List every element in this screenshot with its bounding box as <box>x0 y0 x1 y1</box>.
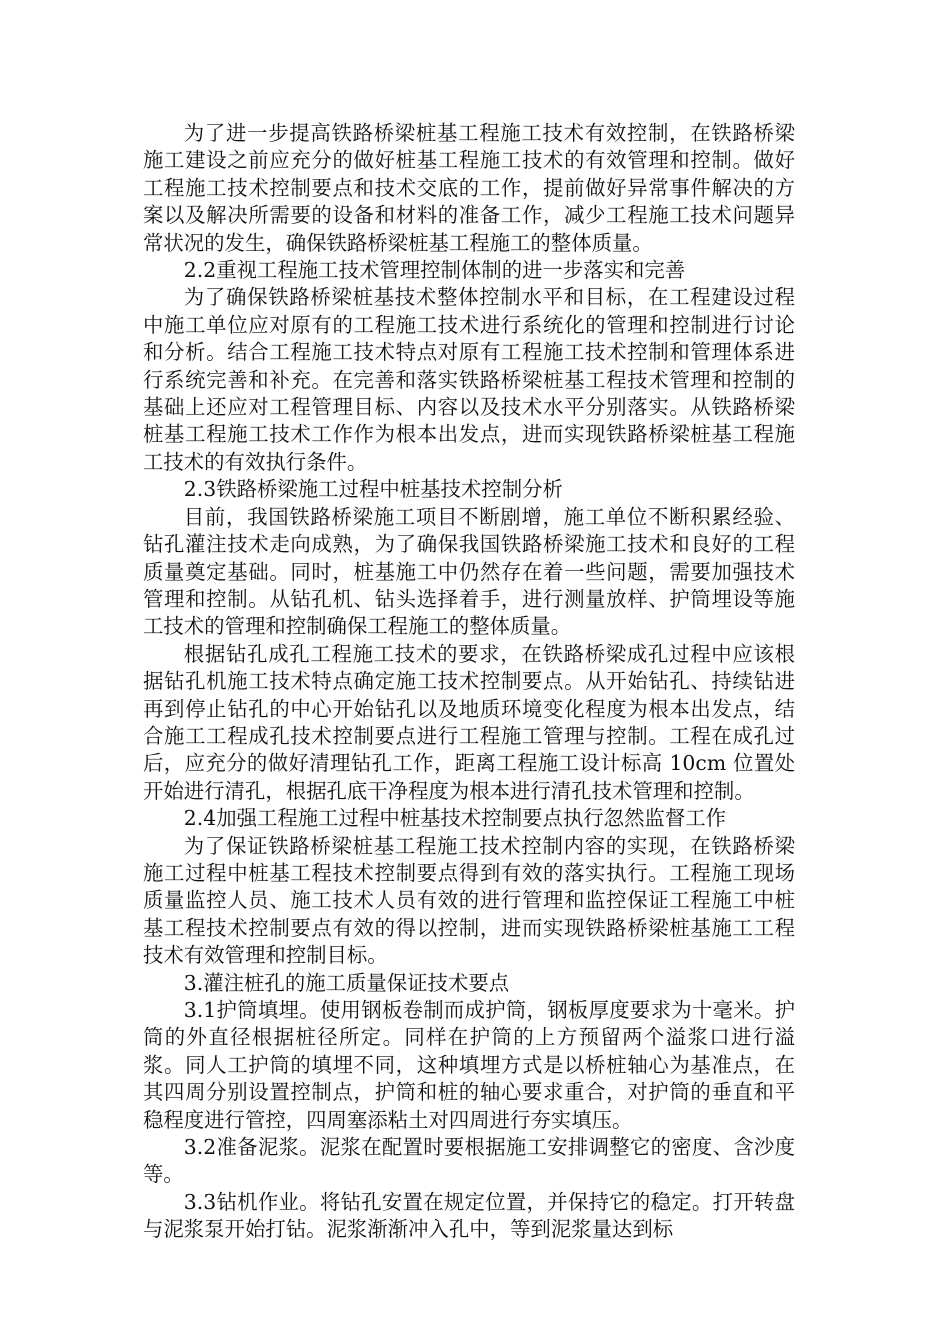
paragraph-2-2-body: 为了确保铁路桥梁桩基技术整体控制水平和目标，在工程建设过程中施工单位应对原有的工程施工技术进行系统化的管理和控制进行讨论和分析。结合工程施工技术特点对原有工程施工技术控制和管理体系进行系统完善和补充。在完善和落实铁路桥梁桩基工程技术管理和控制的基础上还应对工程管理目标、内容以及技术水平分别落实。从铁路桥梁桩基工程施工技术工作作为根本出发点，进而实现铁路桥梁桩基工程施工技术的有效执行条件。 <box>143 285 795 474</box>
paragraph-3-2: 3.2准备泥浆。泥浆在配置时要根据施工安排调整它的密度、含沙度等。 <box>143 1135 795 1187</box>
document-body <box>143 120 795 1244</box>
paragraph-3-1: 3.1护筒填埋。使用钢板卷制而成护筒，钢板厚度要求为十毫米。护筒的外直径根据桩径所定。同样在护筒的上方预留两个溢浆口进行溢浆。同人工护筒的填埋不同，这种填埋方式是以桥桩轴心为基准点，在其四周分别设置控制点，护筒和桩的轴心要求重合，对护筒的垂直和平稳程度进行管控，四周塞添粘土对四周进行夯实填压。 <box>143 998 795 1132</box>
paragraph-2-3-body-1: 目前，我国铁路桥梁施工项目不断剧增，施工单位不断积累经验、钻孔灌注技术走向成熟，为了确保我国铁路桥梁施工技术和良好的工程质量奠定基础。同时，桩基施工中仍然存在着一些问题，需要加强技术管理和控制。从钻孔机、钻头选择着手，进行测量放样、护筒埋设等施工技术的管理和控制确保工程施工的整体质量。 <box>143 504 795 639</box>
paragraph-intro: 为了进一步提高铁路桥梁桩基工程施工技术有效控制，在铁路桥梁施工建设之前应充分的做好桩基工程施工技术的有效管理和控制。做好工程施工技术控制要点和技术交底的工作，提前做好异常事件解决的方案以及解决所需要的设备和材料的准备工作，减少工程施工技术问题异常状况的发生，确保铁路桥梁桩基工程施工的整体质量。 <box>143 121 795 255</box>
section-heading-2-4: 2.4加强工程施工过程中桩基技术控制要点执行忽然监督工作 <box>183 806 726 831</box>
section-heading-2-2: 2.2重视工程施工技术管理控制体制的进一步落实和完善 <box>183 258 686 283</box>
section-heading-3: 3.灌注桩孔的施工质量保证技术要点 <box>183 970 510 995</box>
paragraph-3-3: 3.3钻机作业。将钻孔安置在规定位置，并保持它的稳定。打开转盘与泥浆泵开始打钻。泥浆渐渐冲入孔中，等到泥浆量达到标 <box>143 1189 795 1242</box>
paragraph-2-3-body-2: 根据钻孔成孔工程施工技术的要求，在铁路桥梁成孔过程中应该根据钻孔机施工技术特点确定施工技术控制要点。从开始钻孔、持续钻进再到停止钻孔的中心开始钻孔以及地质环境变化程度为根本出发点，结合施工工程成孔技术控制要点进行工程施工管理与控制。工程在成孔过后，应充分的做好清理钻孔工作，距离工程施工设计标高 10cm 位置处开始进行清孔，根据孔底干净程度为根本进行清孔技术管理和控制。 <box>143 641 795 803</box>
paragraph-2-4-body: 为了保证铁路桥梁桩基工程施工技术控制内容的实现，在铁路桥梁施工过程中桩基工程技术控制要点得到有效的落实执行。工程施工现场质量监控人员、施工技术人员有效的进行管理和监控保证工程施工中桩基工程技术控制要点有效的得以控制，进而实现铁路桥梁桩基施工工程技术有效管理和控制目标。 <box>143 833 795 968</box>
section-heading-2-3: 2.3铁路桥梁施工过程中桩基技术控制分析 <box>183 477 563 502</box>
